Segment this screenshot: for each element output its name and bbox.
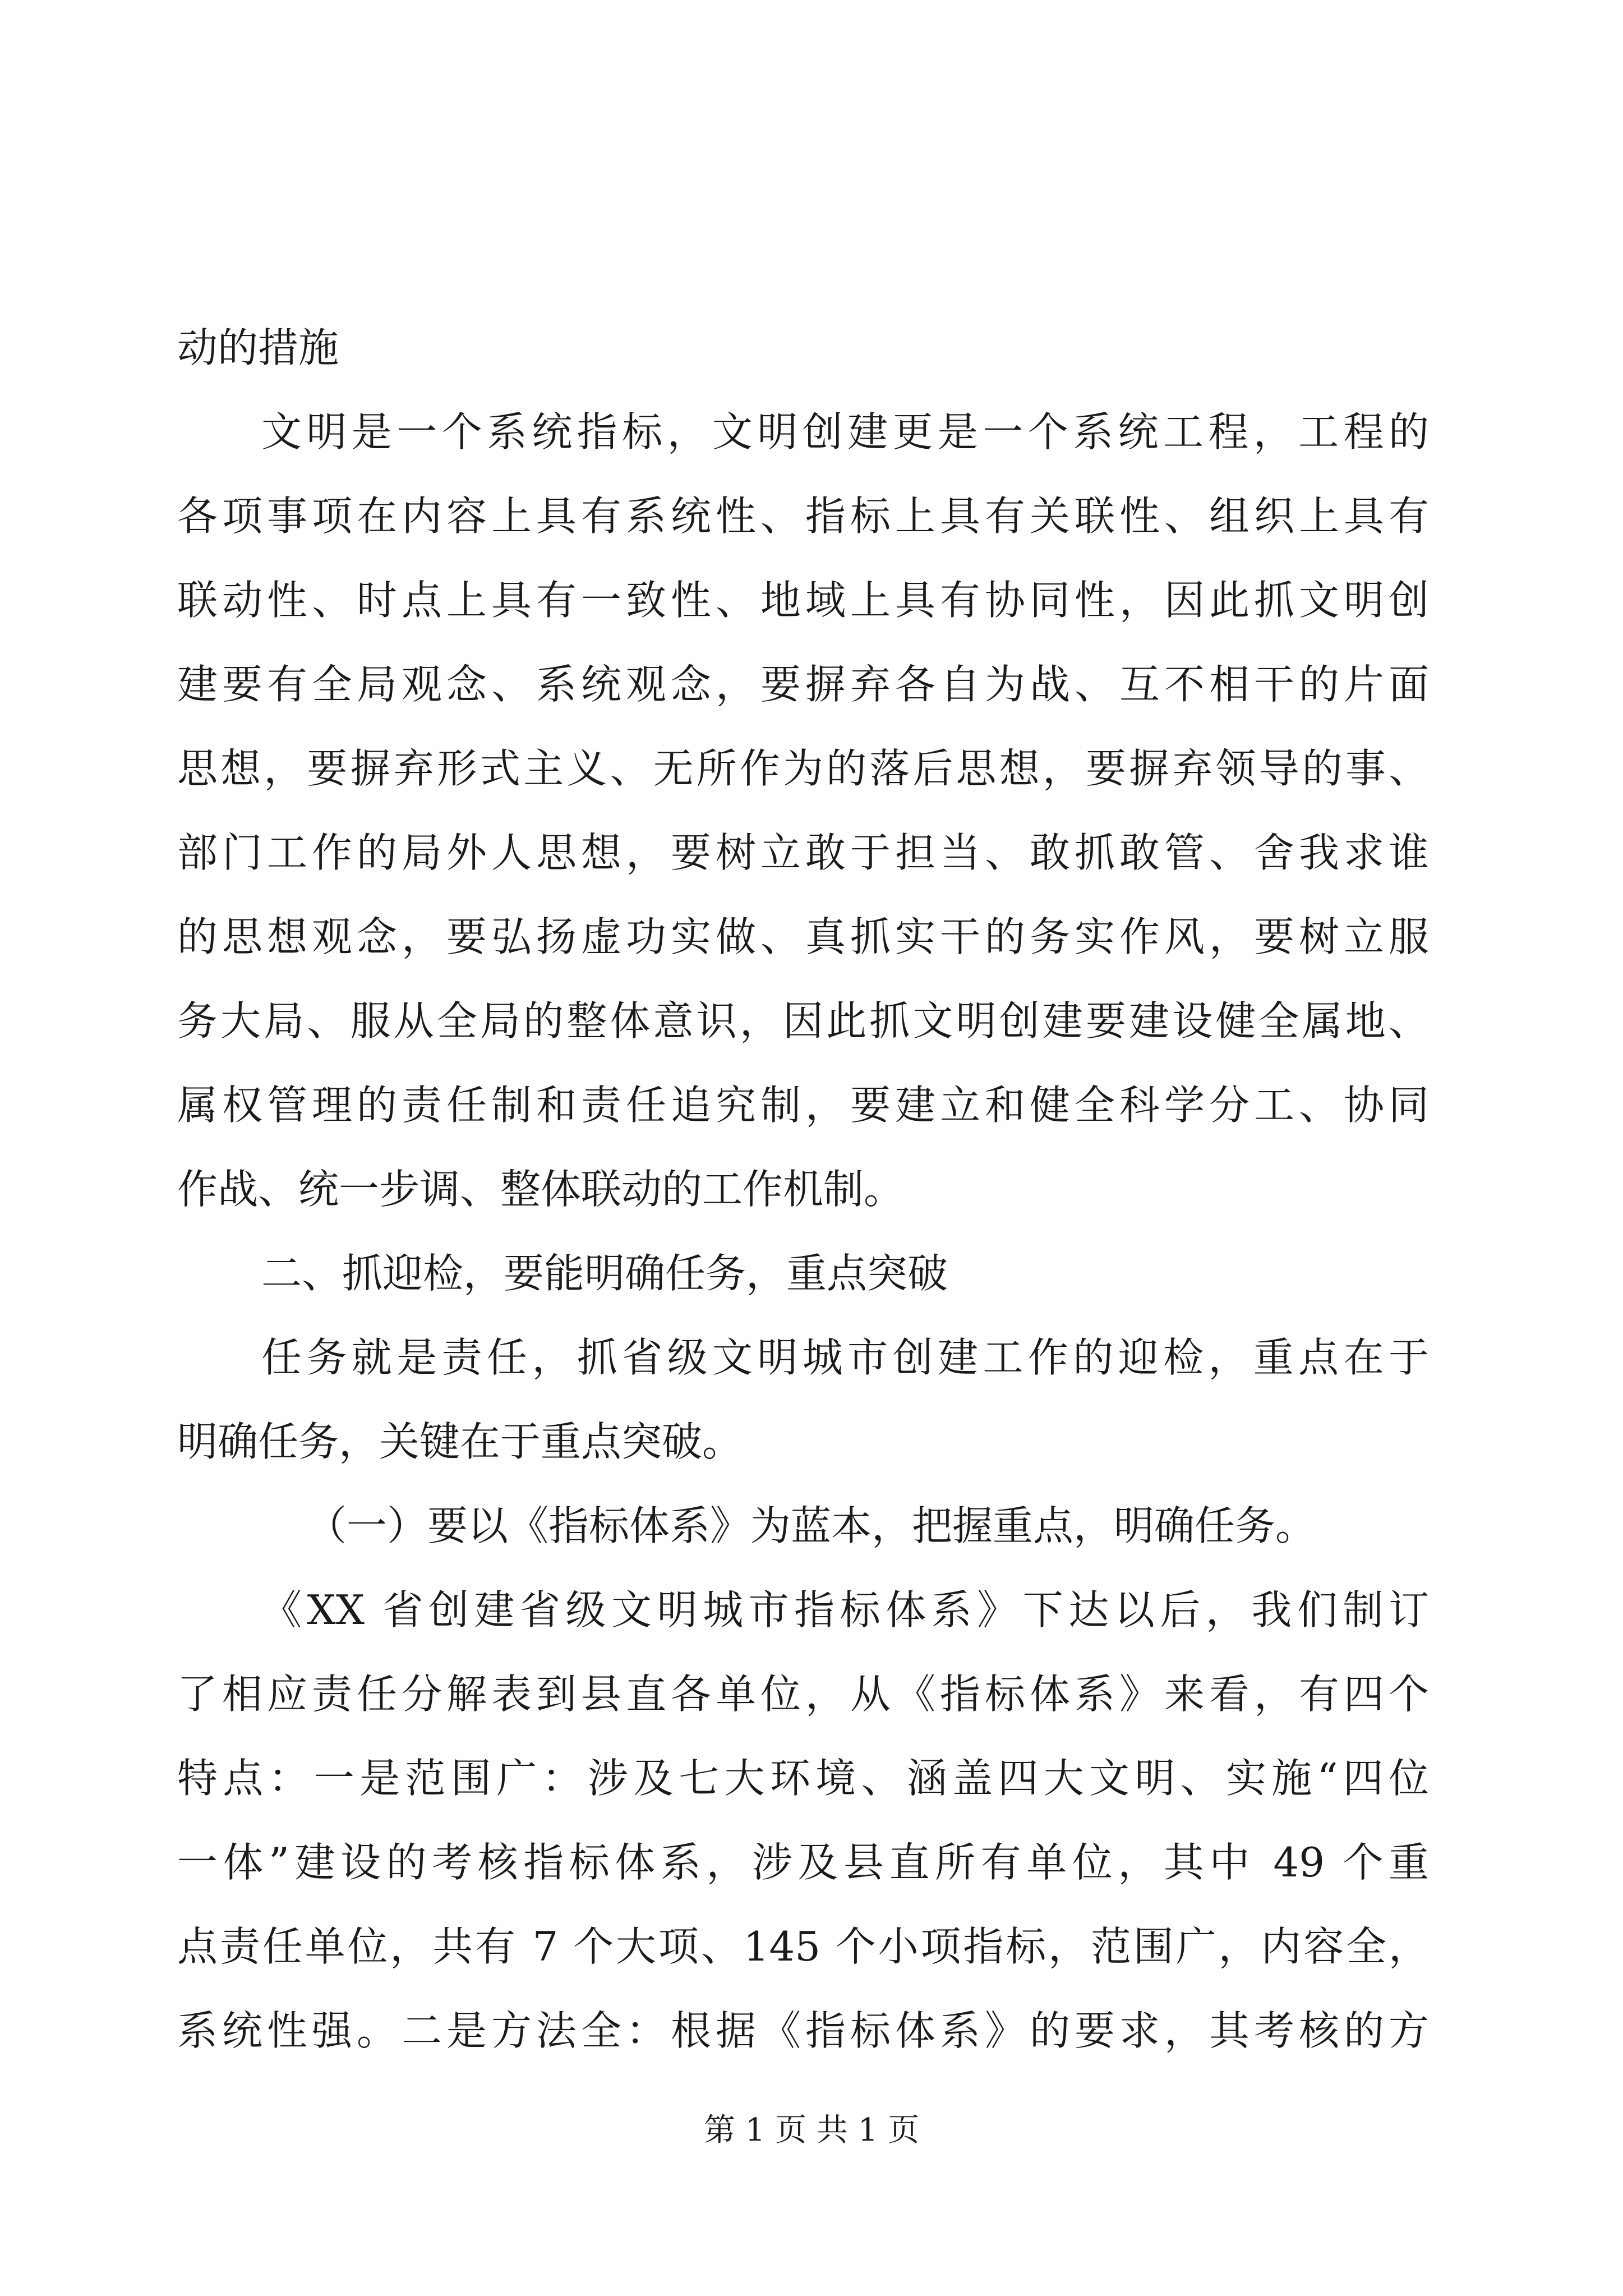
paragraph-first-line: 文明是一个系统指标，文明创建更是一个系统工程，工程的	[261, 408, 1429, 455]
text-line: 特点：一是范围广：涉及七大环境、涵盖四大文明、实施“四位	[177, 1755, 1429, 1802]
text-line: 各项事项在内容上具有系统性、指标上具有关联性、组织上具有	[177, 493, 1429, 540]
subsection-heading: （一）要以《指标体系》为蓝本，把握重点，明确任务。	[306, 1502, 1316, 1549]
text-line: 了相应责任分解表到县直各单位，从《指标体系》来看，有四个	[177, 1671, 1429, 1718]
text-line: 一体”建设的考核指标体系，涉及县直所有单位，其中 49 个重	[177, 1839, 1429, 1886]
text-line: 联动性、时点上具有一致性、地域上具有协同性，因此抓文明创	[177, 577, 1429, 624]
text-line: 建要有全局观念、系统观念，要摒弃各自为战、互不相干的片面	[177, 661, 1429, 708]
paragraph-first-line: 《XX 省创建省级文明城市指标体系》下达以后，我们制订	[261, 1586, 1429, 1634]
paragraph-first-line: 任务就是责任，抓省级文明城市创建工作的迎检，重点在于	[261, 1334, 1429, 1381]
document-body	[177, 306, 1429, 2073]
text-line: 部门工作的局外人思想，要树立敢于担当、敢抓敢管、舍我求谁	[177, 829, 1429, 876]
text-line: 明确任务，关键在于重点突破。	[177, 1418, 743, 1465]
text-line: 属权管理的责任制和责任追究制，要建立和健全科学分工、协同	[177, 1082, 1429, 1129]
text-line: 动的措施	[177, 324, 339, 371]
text-line: 思想，要摒弃形式主义、无所作为的落后思想，要摒弃领导的事、	[177, 745, 1429, 792]
text-line: 系统性强。二是方法全：根据《指标体系》的要求，其考核的方	[177, 2007, 1429, 2054]
text-line: 作战、统一步调、整体联动的工作机制。	[177, 1166, 905, 1213]
page-number-footer: 第 1 页 共 1 页	[703, 2112, 920, 2148]
text-line: 务大局、服从全局的整体意识，因此抓文明创建要建设健全属地、	[177, 997, 1429, 1045]
text-line: 的思想观念，要弘扬虚功实做、真抓实干的务实作风，要树立服	[177, 913, 1429, 960]
text-line: 点责任单位，共有 7 个大项、145 个小项指标，范围广，内容全，	[177, 1923, 1429, 1970]
section-heading: 二、抓迎检，要能明确任务，重点突破	[261, 1250, 948, 1297]
